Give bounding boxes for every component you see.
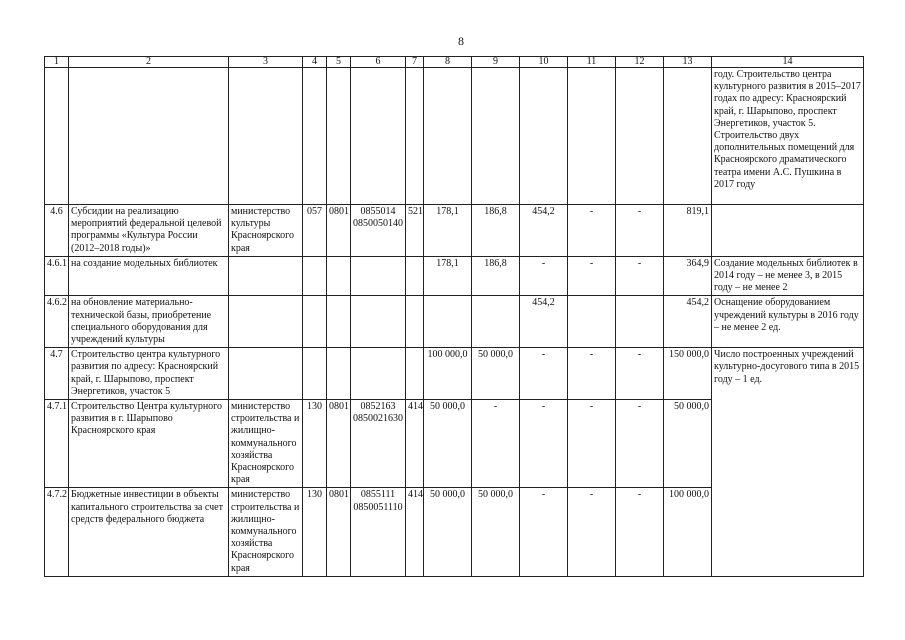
cell-c9: 50 000,0 xyxy=(472,348,520,400)
row-name: Строительство центра культурного развития по адресу: Красноярский край, г. Шарыпово, проспект Энергетиков, участок 5 xyxy=(69,348,229,400)
cell-c6: 0852163 0850021630 xyxy=(351,400,406,488)
row-name: Бюджетные инвестиции в объекты капитального строительства за счет средств федерального бюджета xyxy=(69,488,229,576)
header-cell: 4 xyxy=(303,57,327,68)
cell-c5 xyxy=(327,256,351,296)
row-number: 4.7 xyxy=(45,348,69,400)
cell-c7 xyxy=(406,348,424,400)
cell-c4: 130 xyxy=(303,400,327,488)
cell-c4 xyxy=(303,296,327,348)
table-row xyxy=(45,205,864,257)
cell-c13: 100 000,0 xyxy=(664,488,712,576)
header-cell: 12 xyxy=(616,57,664,68)
header-cell: 6 xyxy=(351,57,406,68)
cell-c12: - xyxy=(616,400,664,488)
cell-c10: 454,2 xyxy=(520,296,568,348)
cell-c4 xyxy=(303,256,327,296)
cell-c8: 178,1 xyxy=(424,205,472,257)
header-cell: 8 xyxy=(424,57,472,68)
table-row xyxy=(45,348,864,400)
row-ministry: министерство строительства и жилищно-коммунального хозяйства Красноярского края xyxy=(229,488,303,576)
continuation-note: году. Строительство центра культурного развития в 2015–2017 годах по адресу: Красноярский край, г. Шарыпово, проспект Энергетиков, участок 5. Строительство двух дополнительных помещений для Красноярского драматического театра имени А.С. Пушкина в 2017 году xyxy=(712,68,864,205)
cell-c12: - xyxy=(616,348,664,400)
header-cell: 2 xyxy=(69,57,229,68)
row-ministry: министерство строительства и жилищно-коммунального хозяйства Красноярского края xyxy=(229,400,303,488)
cell-c6 xyxy=(351,348,406,400)
cell-c4: 130 xyxy=(303,488,327,576)
row-number: 4.6 xyxy=(45,205,69,257)
cell-c12: - xyxy=(616,256,664,296)
header-cell: 10 xyxy=(520,57,568,68)
cell-c12 xyxy=(616,296,664,348)
table-row xyxy=(45,68,864,205)
cell-c13: 50 000,0 xyxy=(664,400,712,488)
cell-c5 xyxy=(327,296,351,348)
cell-c7 xyxy=(406,296,424,348)
row-ministry xyxy=(229,296,303,348)
cell-c14 xyxy=(712,205,864,257)
cell-c7 xyxy=(406,256,424,296)
row-name: Строительство Центра культурного развития в г. Шарыпово Красноярского края xyxy=(69,400,229,488)
budget-table xyxy=(44,56,864,577)
cell-c10: - xyxy=(520,348,568,400)
cell-c7: 414 xyxy=(406,488,424,576)
cell-c10: - xyxy=(520,256,568,296)
cell-c6: 0855014 0850050140 xyxy=(351,205,406,257)
cell-c11: - xyxy=(568,205,616,257)
cell-c10: 454,2 xyxy=(520,205,568,257)
cell-c8: 178,1 xyxy=(424,256,472,296)
cell-c13: 364,9 xyxy=(664,256,712,296)
cell-c8: 100 000,0 xyxy=(424,348,472,400)
cell-c14: Оснащение оборудованием учреждений культуры в 2016 году – не менее 2 ед. xyxy=(712,296,864,348)
cell-c11 xyxy=(568,296,616,348)
row-name: на обновление материально-технической базы, приобретение специального оборудования для учреждений культуры xyxy=(69,296,229,348)
cell-c12: - xyxy=(616,205,664,257)
cell-c8: 50 000,0 xyxy=(424,488,472,576)
row-ministry xyxy=(229,256,303,296)
header-cell: 14 xyxy=(712,57,864,68)
header-cell: 1 xyxy=(45,57,69,68)
cell-c5: 0801 xyxy=(327,400,351,488)
cell-c4 xyxy=(303,348,327,400)
row-ministry: министерство культуры Красноярского края xyxy=(229,205,303,257)
cell-c13: 819,1 xyxy=(664,205,712,257)
page-number: 8 xyxy=(458,34,464,48)
header-cell: 13 xyxy=(664,57,712,68)
row-number: 4.6.1 xyxy=(45,256,69,296)
header-cell: 5 xyxy=(327,57,351,68)
cell-c6 xyxy=(351,296,406,348)
cell-c14: Число построенных учреждений культурно-досугового типа в 2015 году – 1 ед. xyxy=(712,348,864,577)
cell-c9 xyxy=(472,296,520,348)
header-cell: 9 xyxy=(472,57,520,68)
cell-c9: - xyxy=(472,400,520,488)
cell-c14: Создание модельных библиотек в 2014 году – не менее 3, в 2015 году – не менее 2 xyxy=(712,256,864,296)
row-number: 4.6.2 xyxy=(45,296,69,348)
row-name: на создание модельных библиотек xyxy=(69,256,229,296)
table-row xyxy=(45,256,864,296)
cell-c6: 0855111 0850051110 xyxy=(351,488,406,576)
cell-c11: - xyxy=(568,256,616,296)
table-row xyxy=(45,296,864,348)
cell-c10: - xyxy=(520,488,568,576)
row-number: 4.7.2 xyxy=(45,488,69,576)
header-cell: 3 xyxy=(229,57,303,68)
row-name: Субсидии на реализацию мероприятий федеральной целевой программы «Культура России (2012–2018 годы)» xyxy=(69,205,229,257)
cell-c5: 0801 xyxy=(327,488,351,576)
cell-c5 xyxy=(327,348,351,400)
cell-c11: - xyxy=(568,400,616,488)
cell-c13: 454,2 xyxy=(664,296,712,348)
cell-c8: 50 000,0 xyxy=(424,400,472,488)
row-number: 4.7.1 xyxy=(45,400,69,488)
header-cell: 7 xyxy=(406,57,424,68)
cell-c9: 50 000,0 xyxy=(472,488,520,576)
cell-c10: - xyxy=(520,400,568,488)
row-ministry xyxy=(229,348,303,400)
cell-c4: 057 xyxy=(303,205,327,257)
cell-c11: - xyxy=(568,348,616,400)
cell-c8 xyxy=(424,296,472,348)
header-cell: 11 xyxy=(568,57,616,68)
cell-c13: 150 000,0 xyxy=(664,348,712,400)
cell-c7: 521 xyxy=(406,205,424,257)
header-row xyxy=(45,57,864,68)
cell-c9: 186,8 xyxy=(472,256,520,296)
cell-c11: - xyxy=(568,488,616,576)
cell-c12: - xyxy=(616,488,664,576)
cell-c6 xyxy=(351,256,406,296)
cell-c9: 186,8 xyxy=(472,205,520,257)
cell-c5: 0801 xyxy=(327,205,351,257)
cell-c7: 414 xyxy=(406,400,424,488)
